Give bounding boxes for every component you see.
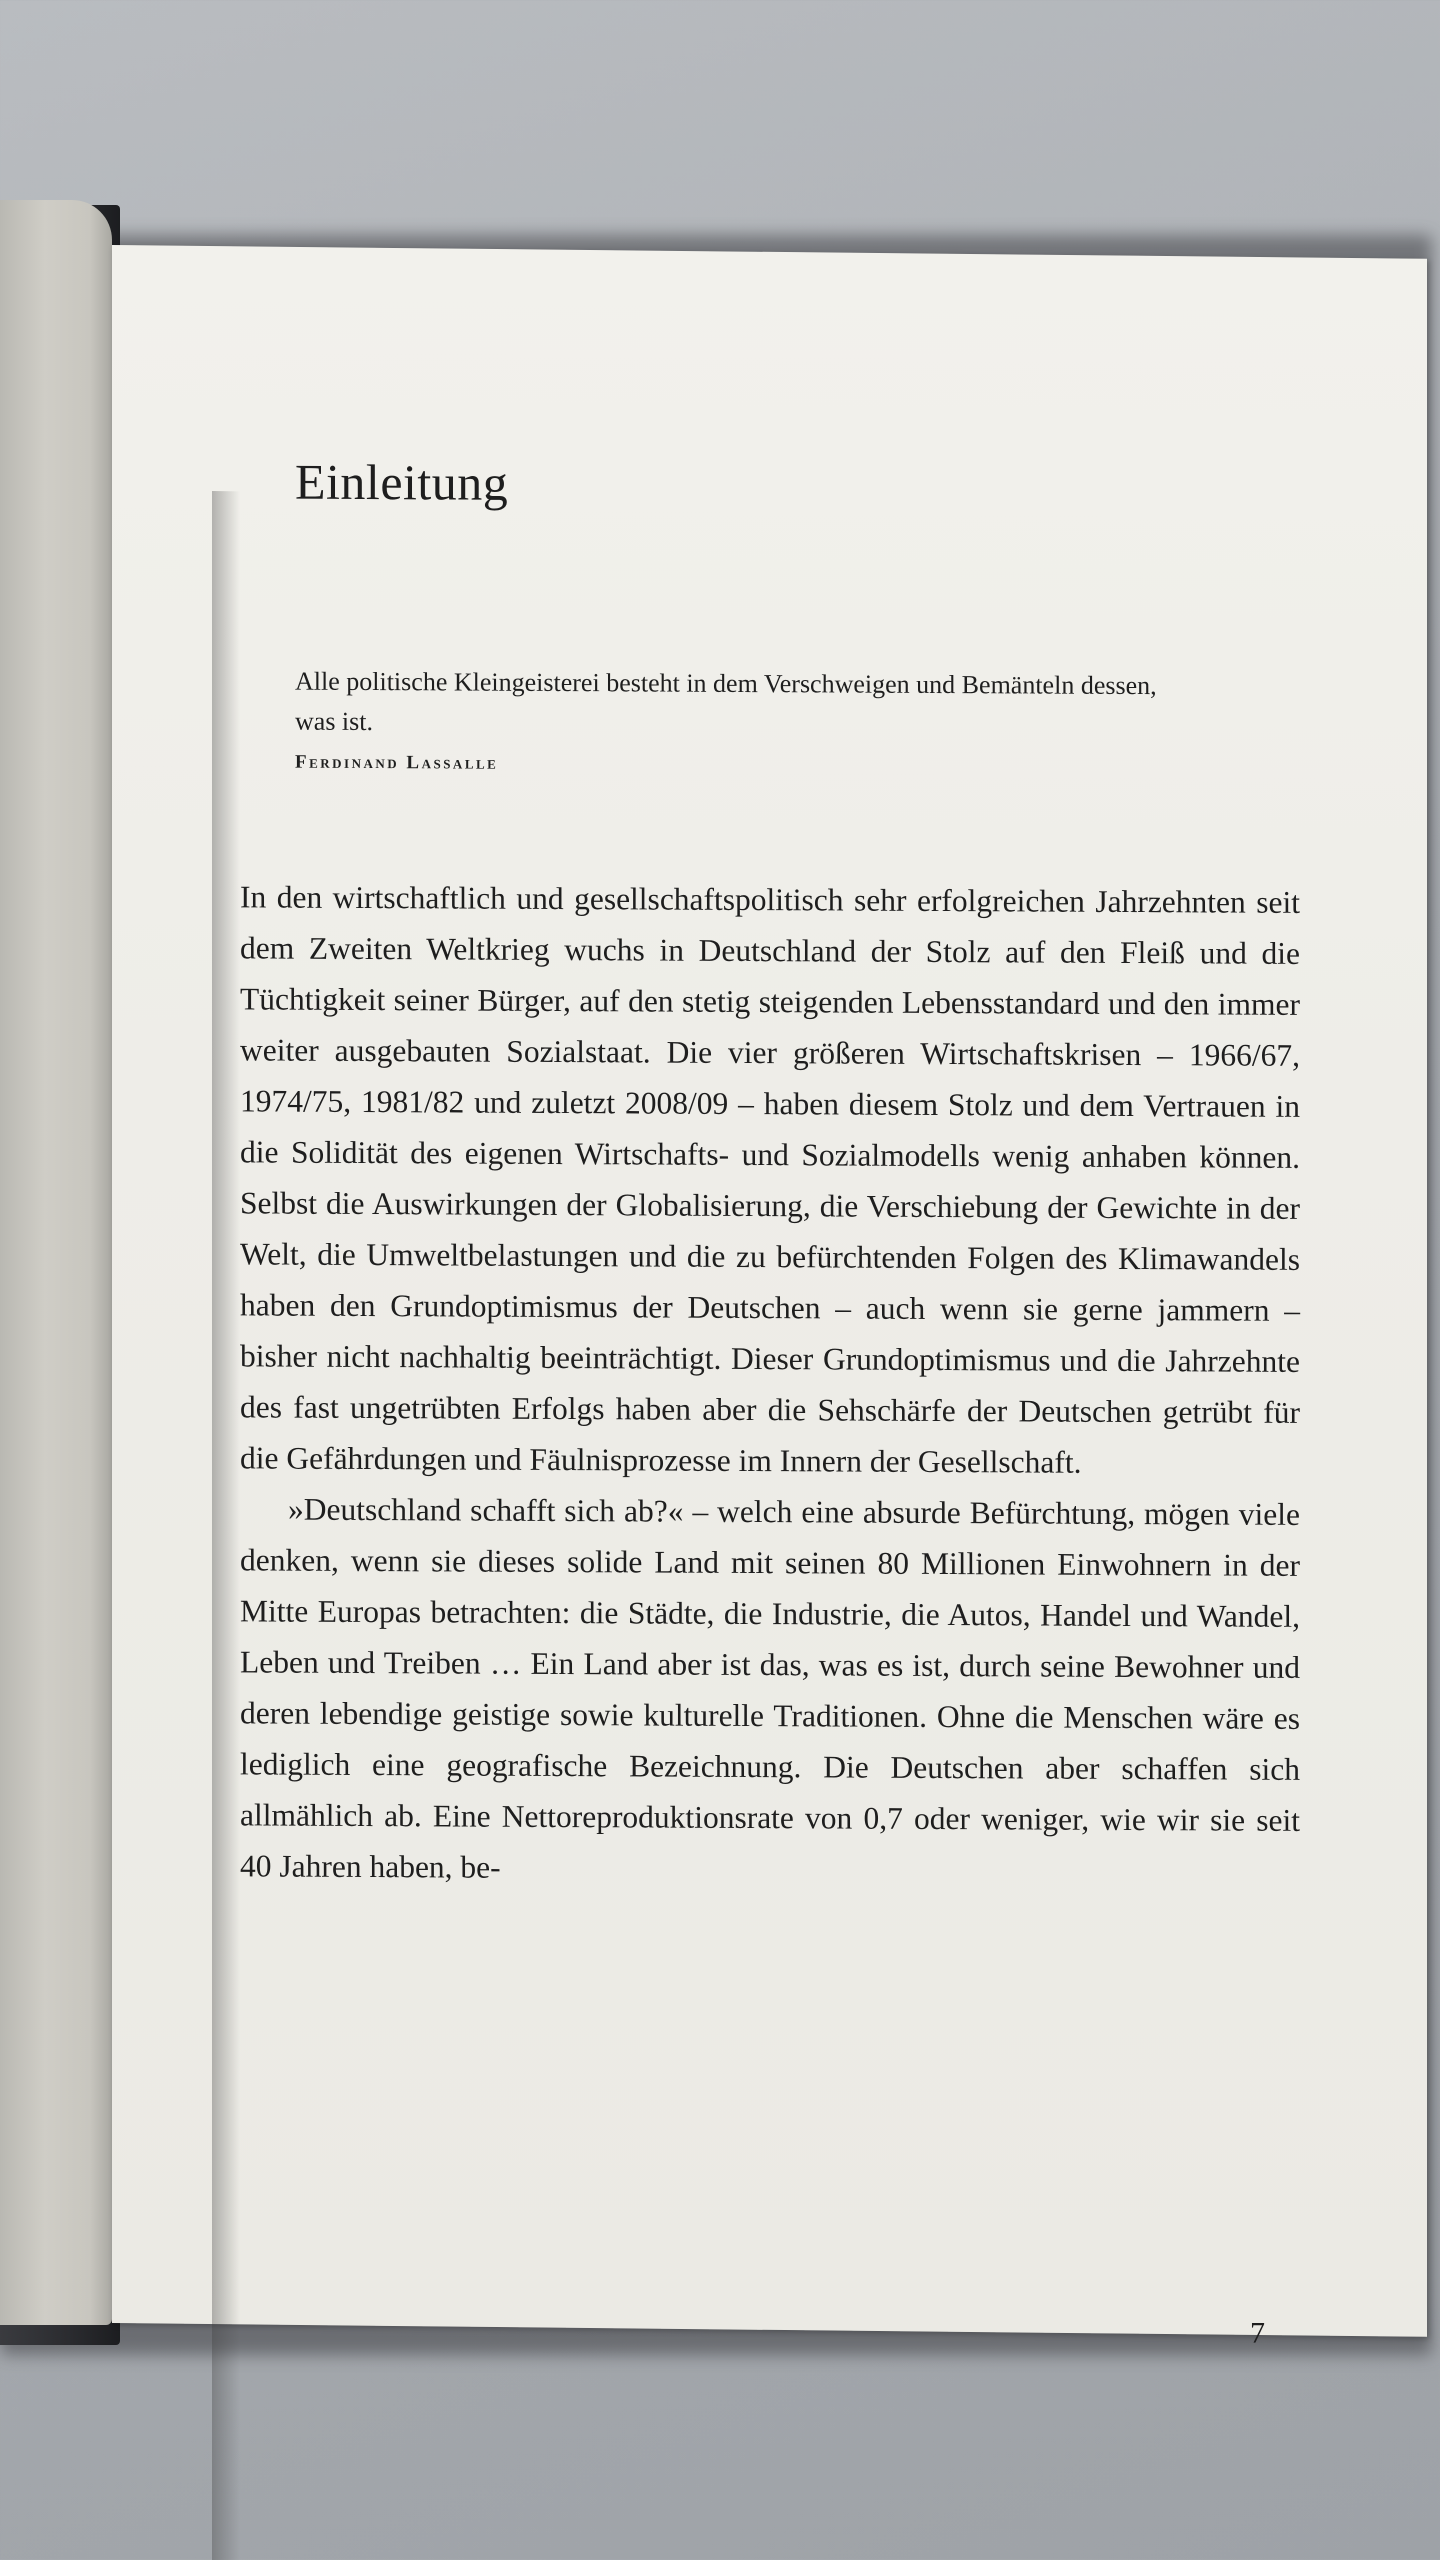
page-number: 7 — [1250, 2316, 1265, 2350]
page-gutter — [212, 491, 240, 2560]
page-content — [240, 446, 1300, 2350]
paragraph-1: In den wirtschaftlich und gesellschaftspolitisch sehr erfolgreichen Jahrzehnten seit dem Zweiten Weltkrieg wuchs in Deutschland der Stolz auf den Fleiß und die Tüchtigkeit seiner Bürger, auf den stetig steigenden Lebensstandard und den immer weiter ausgebauten Sozialstaat. Die vier größeren Wirtschaftskrisen – 1966/67, 1974/75, 1981/82 und zuletzt 2008/09 – haben diesem Stolz und dem Vertrauen in die Solidität des eigenen Wirtschafts- und Sozialmodells wenig anhaben können. Selbst die Auswirkungen der Globalisierung, die Verschiebung der Gewichte in der Welt, die Umweltbelastungen und die zu befürchtenden Folgen des Klimawandels haben den Grundoptimismus der Deutschen – auch wenn sie gerne jammern – bisher nicht nachhaltig beeinträchtigt. Dieser Grundoptimismus und die Jahrzehnte des fast ungetrübten Erfolgs haben aber die Sehschärfe der Deutschen getrübt für die Gefährdungen und Fäulnisprozesse im Innern der Gesellschaft. — [240, 879, 1300, 1480]
paragraph-2: »Deutschland schafft sich ab?« – welch eine absurde Befürchtung, mögen viele denken, wenn sie dieses solide Land mit seinen 80 Millionen Einwohnern in der Mitte Europas betrachten: die Städte, die Industrie, die Autos, Handel und Wandel, Leben und Treiben … Ein Land aber ist das, was es ist, durch seine Bewohner und deren lebendige geistige sowie kulturelle Traditionen. Ohne die Menschen wäre es lediglich eine geografische Bezeichnung. Die Deutschen aber schaffen sich allmählich ab. Eine Nettoreproduktionsrate von 0,7 oder weniger, wie wir sie seit 40 Jahren haben, be- — [240, 1491, 1300, 1885]
epigraph-author: Ferdinand Lassalle — [295, 751, 499, 774]
epigraph — [295, 662, 1195, 779]
chapter-title: Einleitung — [295, 453, 509, 511]
epigraph-quote: Alle politische Kleingeisterei besteht in dem Verschweigen und Bemänteln dessen, was ist. — [295, 666, 1157, 737]
left-page-edge — [0, 200, 112, 2325]
book-page — [112, 245, 1427, 2350]
body-text — [240, 871, 1300, 1897]
